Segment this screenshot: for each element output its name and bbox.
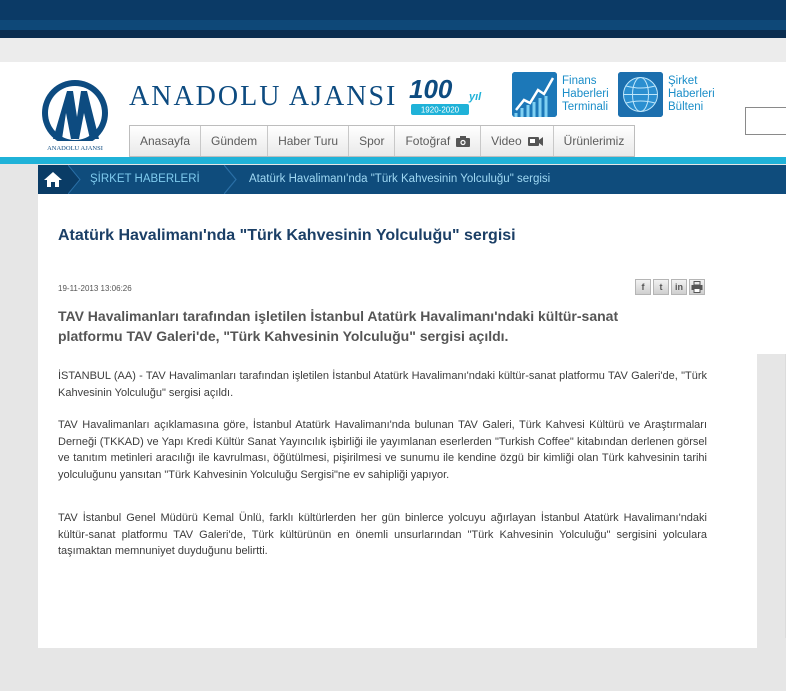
nav-item-video[interactable]: Video — [481, 126, 553, 156]
company-line3: Bülteni — [668, 101, 704, 113]
company-line2: Haberleri — [668, 88, 715, 100]
home-icon[interactable] — [38, 165, 68, 194]
header-accent-line — [0, 157, 786, 164]
twitter-share-button[interactable]: t — [653, 279, 669, 295]
anniversary-years: 1920-2020 — [420, 105, 460, 115]
facebook-share-button[interactable]: f — [635, 279, 651, 295]
breadcrumb-current: Atatürk Havalimanı'nda "Türk Kahvesinin Yolculuğu" sergisi — [249, 173, 551, 185]
nav-item-urunlerimiz[interactable]: Ürünlerimiz — [563, 134, 625, 148]
nav-item-spor[interactable]: Spor — [349, 126, 395, 156]
article-lead: TAV Havalimanları tarafından işletilen İstanbul Atatürk Havalimanı'ndaki kültür-sanat platformu TAV Galeri'de, "Türk Kahvesinin Yolculuğu" sergisi açıldı. — [58, 308, 619, 344]
anniversary-badge[interactable] — [407, 72, 495, 118]
camera-icon — [456, 136, 470, 147]
company-line1: Şirket — [668, 75, 698, 87]
breadcrumb-separator-icon — [224, 165, 238, 194]
share-buttons — [635, 279, 705, 295]
breadcrumb — [38, 165, 786, 194]
sidebar-edge — [757, 194, 786, 354]
article-container — [38, 194, 757, 648]
nav-item-anasayfa[interactable]: Anasayfa — [130, 126, 201, 156]
breadcrumb-section[interactable]: ŞİRKET HABERLERİ — [90, 173, 200, 185]
article-paragraph: TAV İstanbul Genel Müdürü Kemal Ünlü, farklı kültürlerden her gün binlerce yolcuyu ağırlayan İstanbul Atatürk Havalimanı'ndaki kültür-sanat platformu TAV Galeri'de, Türk kültürünün en önemli unsurlarından "Türk Kahvesinin Yolculuğu" sergisini yolculara taşımaktan memnuniyet duyduğunu belirtti. — [58, 512, 707, 557]
main-nav — [129, 125, 635, 157]
nav-item-fotograf[interactable]: Fotoğraf — [395, 126, 481, 156]
top-bar-secondary — [0, 38, 786, 62]
anniversary-number: 100 — [409, 74, 453, 104]
finance-news-terminal-link[interactable] — [512, 72, 612, 118]
top-bar — [0, 0, 786, 38]
nav-item-gundem[interactable]: Gündem — [201, 126, 268, 156]
breadcrumb-separator-icon — [68, 165, 82, 194]
print-button[interactable] — [689, 279, 705, 295]
article-date: 19-11-2013 13:06:26 — [58, 284, 132, 293]
company-news-bulletin-link[interactable] — [618, 72, 728, 118]
brand-name[interactable]: ANADOLU AJANSI — [129, 81, 398, 112]
video-icon — [528, 135, 543, 147]
nav-item-haber-turu[interactable]: Haber Turu — [268, 126, 349, 156]
finance-line2: Haberleri — [562, 88, 609, 100]
chart-icon — [512, 72, 557, 117]
article-paragraph: İSTANBUL (AA) - TAV Havalimanları tarafından işletilen İstanbul Atatürk Havalimanı'ndaki kültür-sanat platformu TAV Galeri'de, "Türk Kahvesinin Yolculuğu" sergisi açıldı. — [58, 370, 707, 399]
linkedin-share-button[interactable]: in — [671, 279, 687, 295]
print-icon — [691, 281, 703, 293]
article-paragraph: TAV Havalimanları açıklamasına göre, İstanbul Atatürk Havalimanı'nda bulunan TAV Galeri, Türk Kahvesi Kültürü ve Araştırmaları Derneği (TKKAD) ve Yapı Kredi Kültür Sanat Yayıncılık işbirliği ile yayımlanan eserlerden "Turkish Coffee" kitabından derlenen görsel ve tanıtım metinleri aracılığı ile kavrulması, öğütülmesi, pişirilmesi ve sunumu ile kendine özgü bir kimliği olan Türk kahvesinin tarihi yolculuğunu yansıtan "Türk Kahvesinin Yolculuğu Sergisi"ne ev sahipliği yapıyor. — [58, 419, 707, 481]
logo-caption: ANADOLU AJANSI — [47, 145, 103, 152]
article-title: Atatürk Havalimanı'nda "Türk Kahvesinin Yolculuğu" sergisi — [58, 227, 516, 244]
anniversary-suffix: yıl — [469, 91, 482, 103]
globe-icon — [618, 72, 663, 117]
aa-logo[interactable] — [37, 77, 113, 153]
finance-line1: Finans — [562, 75, 597, 87]
finance-line3: Terminali — [562, 101, 609, 113]
search-input[interactable] — [745, 107, 786, 135]
